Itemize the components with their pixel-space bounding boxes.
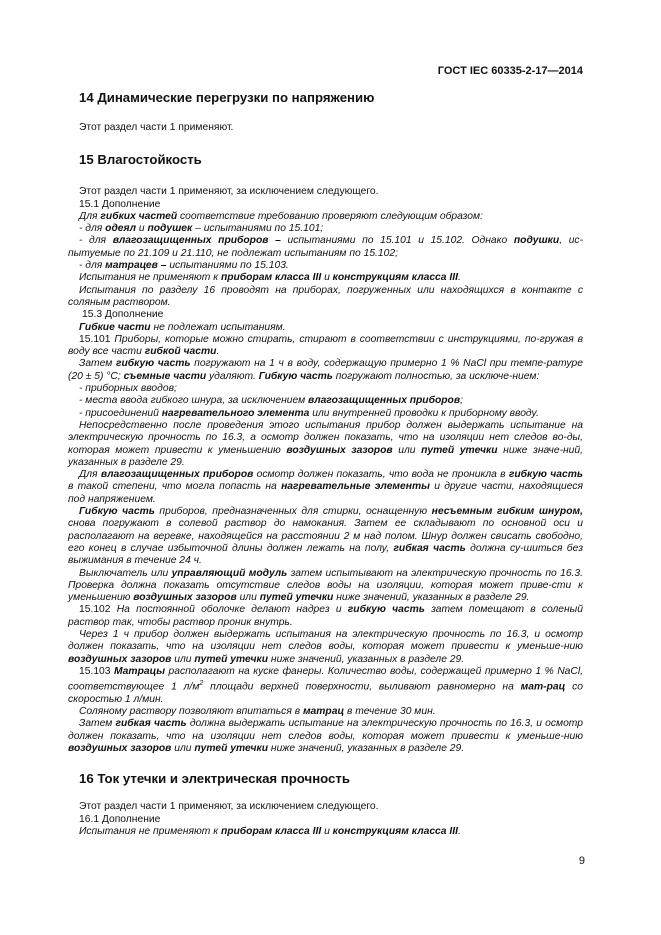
paragraph: Соляному раствору позволяют впитаться в матрац в течение 30 мин. (79, 706, 436, 718)
paragraph: Гибкую часть приборов, предназначенных для стирки, оснащенную несъемным гибким шнуром, снова погружают в солевой раствор до намокания. Затем ее складывают по основной оси и располагают на веревке, находящейся на расстоянии 2 м над полом. Шнур должен свисать свободно, его конец в случае избыточной длины должен лежать на полу, гибкая часть должна су-шиться без выжимания в течение 24 ч. (68, 506, 583, 567)
paragraph: Для влагозащищенных приборов осмотр должен показать, что вода не проникла в гибкую часть в такой степени, что могла попасть на нагревательные элементы и другие части, находящиеся под напряжением. (68, 469, 584, 505)
paragraph: 15.103 Матрацы располагают на куске фанеры. Количество воды, содержащей примерно 1 % NaCl, соответствующее 1 $л/м^2$ площади верхней поверхности, выливают равномерно на мат-рац со скоростью 1 л/мин. (68, 665, 583, 705)
paragraph: Испытания по разделу 16 проводят на приборах, погруженных или находящихся в контакте с соляным раствором. (68, 284, 583, 308)
addition-16-1: 16.1 Дополнение (79, 813, 161, 825)
list-item: - места ввода гибкого шнура, за исключением влагозащищенных приборов; (79, 395, 463, 407)
addition-15-1: 15.1 Дополнение (79, 198, 161, 210)
page-content (68, 90, 583, 838)
paragraph: Через 1 ч прибор должен выдержать испытания на электрическую прочность по 16.3, и осмотр должен показать, что на изоляции нет следов воды, которая может привести к уменьше-нию воздушных зазоров или путей утечки ниже значений, указанных в разделе 29. (68, 628, 583, 665)
standard-header: ГОСТ IEC 60335-2-17—2014 (437, 65, 583, 77)
paragraph: 15.101 Приборы, которые можно стирать, стирают в соответствии с инструкциями, по-гружая в воду все части гибкой части. (68, 333, 583, 358)
section-15-title: 15 Влагостойкость (79, 152, 202, 168)
paragraph: 15.102 На постоянной оболочке делают надрез и гибкую часть затем помещают в соленый раствор так, чтобы раствор проник внутрь. (68, 604, 583, 628)
section-14-title: 14 Динамические перегрузки по напряжению (79, 90, 375, 105)
list-item: - для влагозащищенных приборов – испытаниями по 15.101 и 15.102. Однако подушки, ис-пытуемые по 21.109 и 21.110, не подлежат испытаниям по 15.102; (68, 235, 583, 259)
paragraph: Затем гибкая часть должна выдержать испытание на электрическую прочность по 16.3, и осмотр должен показать, что на изоляции нет следов воды, которая может привести к уменьше-нию воздушных зазоров или путей утечки ниже значений, указанных в разделе 29. (68, 718, 583, 755)
paragraph: Для гибких частей соответствие требованию проверяют следующим образом: (79, 210, 483, 222)
paragraph: Непосредственно после проведения этого испытания прибор должен выдержать испытание на электрическую прочность по 16.3, а осмотр должен показать, что на изоляции нет следов во-ды, которая может привести к уменьшению воздушных зазоров или путей утечки ниже значе-ний, указанных в разделе 29. (68, 419, 583, 468)
paragraph: Гибкие части не подлежат испытаниям. (79, 321, 286, 333)
list-item: - приборных вводов; (79, 383, 177, 395)
paragraph: Испытания не применяют к приборам класса III и конструкциям класса III. (79, 825, 461, 837)
addition-15-3: 15.3 Дополнение (82, 309, 164, 321)
list-item: - присоединений нагревательного элемента или внутренней проводки к приборному вводу. (79, 407, 539, 419)
paragraph: Испытания не применяют к приборам класса III и конструкциям класса III. (79, 272, 461, 284)
list-item: - для матрацев – испытаниями по 15.103. (79, 260, 289, 272)
section-16-title: 16 Ток утечки и электрическая прочность (79, 771, 350, 787)
section-15-intro: Этот раздел части 1 применяют, за исключением следующего. (79, 186, 379, 198)
paragraph: Затем гибкую часть погружают на 1 ч в воду, содержащую примерно 1 % NaCl при темпе-ратуре (20 ± 5) °С; съемные части удаляют. Гибкую часть погружают полностью, за исключе-нием: (68, 358, 583, 382)
section-16-intro: Этот раздел части 1 применяют, за исключением следующего. (79, 801, 379, 813)
section-14-text: Этот раздел части 1 применяют. (79, 122, 234, 133)
page-number: 9 (578, 855, 585, 867)
list-item: - для одеял и подушек – испытаниями по 15.101; (79, 223, 324, 235)
paragraph: Выключатель или управляющий модуль затем испытывают на электрическую прочность по 16.3. Проверка должна показать отсутствие следов воды на изоляции, которая может приве-сти к уменьшению воздушных зазоров или путей утечки ниже значений, указанных в разделе 29. (68, 567, 583, 604)
